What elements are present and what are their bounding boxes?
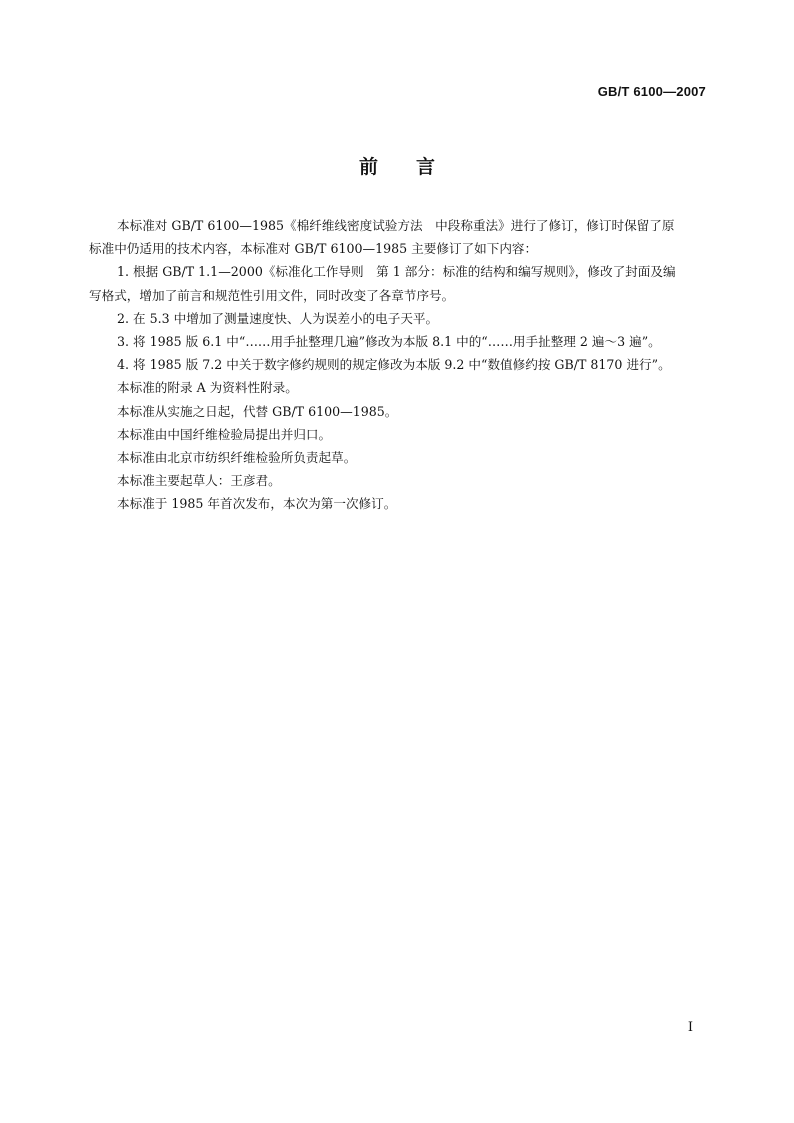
revision-item-3: 3. 将 1985 版 6.1 中“……用手扯整理几遍”修改为本版 8.1 中的“……用手扯整理 2 遍～3 遍”。 xyxy=(117,334,661,350)
revision-item-1-line-1: 1. 根据 GB/T 1.1—2000《标准化工作导则 第 1 部分：标准的结构和编写规则》，修改了封面及编 xyxy=(117,264,676,280)
revision-item-4: 4. 将 1985 版 7.2 中关于数字修约规则的规定修改为本版 9.2 中“数值修约按 GB/T 8170 进行”。 xyxy=(117,357,671,373)
revision-item-2: 2. 在 5.3 中增加了测量速度快、人为误差小的电子天平。 xyxy=(117,310,439,326)
appendix-note: 本标准的附录 A 为资料性附录。 xyxy=(117,380,298,396)
publication-history-note: 本标准于 1985 年首次发布，本次为第一次修订。 xyxy=(117,496,397,512)
revision-item-1-line-2: 写格式，增加了前言和规范性引用文件，同时改变了各章节序号。 xyxy=(89,287,455,303)
proposer-note: 本标准由中国纤维检验局提出并归口。 xyxy=(117,426,332,442)
page-number: I xyxy=(687,1020,693,1035)
foreword-body xyxy=(89,214,707,516)
drafter-org-note: 本标准由北京市纺织纤维检验所负责起草。 xyxy=(117,450,357,466)
drafter-person-note: 本标准主要起草人：王彦君。 xyxy=(117,473,281,489)
page-title: 前言 xyxy=(358,156,473,178)
paragraph-1-line-1: 本标准对 GB/T 6100—1985《棉纤维线密度试验方法 中段称重法》进行了修订，修订时保留了原 xyxy=(117,218,675,233)
replacement-note: 本标准从实施之日起，代替 GB/T 6100—1985。 xyxy=(117,403,398,419)
standard-code: GB/T 6100—2007 xyxy=(597,84,706,99)
paragraph-1-line-2: 标准中仍适用的技术内容，本标准对 GB/T 6100—1985 主要修订了如下内容： xyxy=(89,241,538,257)
